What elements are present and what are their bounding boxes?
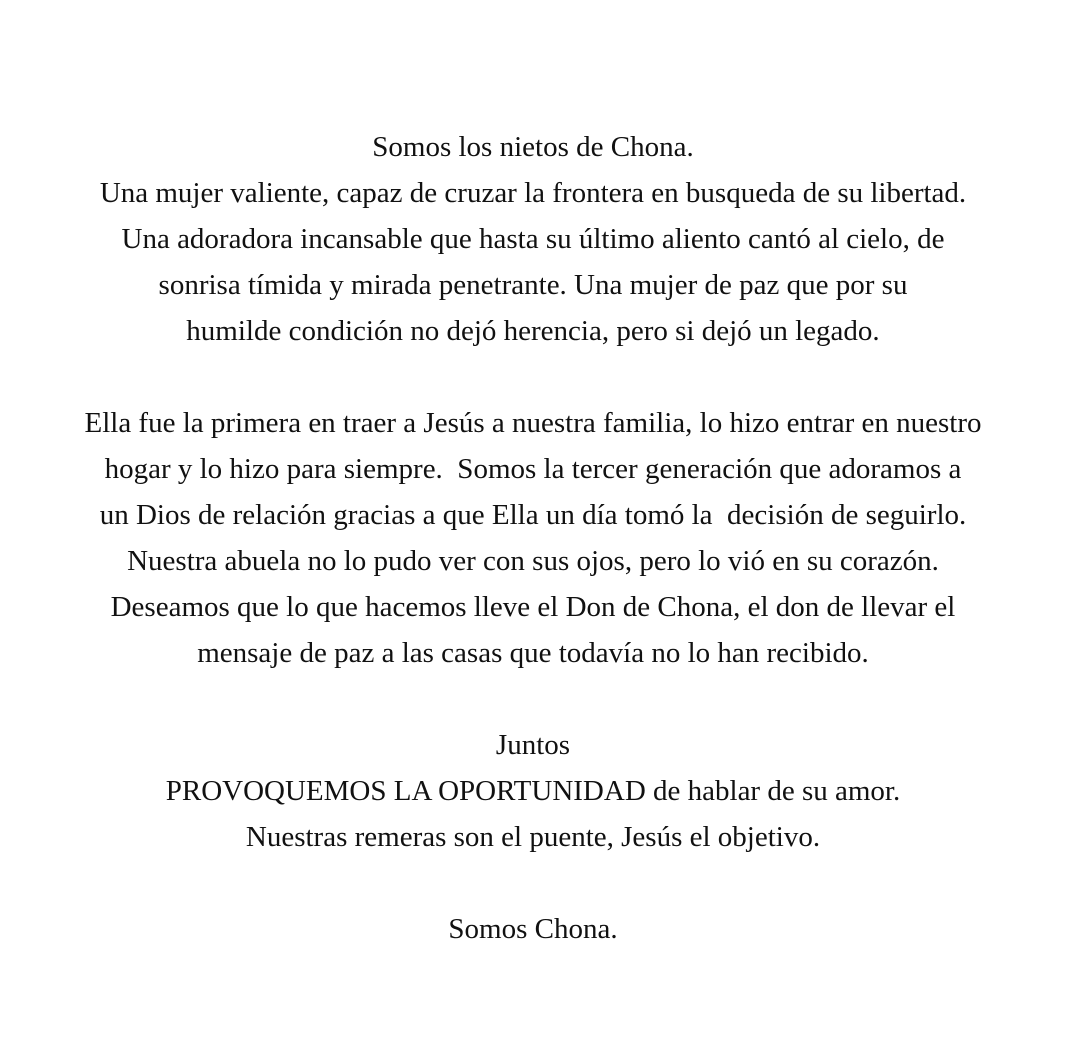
paragraph-spacer (0, 860, 1066, 906)
text-line: hogar y lo hizo para siempre. Somos la tercer generación que adoramos a (104, 453, 962, 485)
text-line: Somos los nietos de Chona. (372, 131, 694, 163)
text-line: PROVOQUEMOS LA OPORTUNIDAD de hablar de su amor. (165, 775, 901, 807)
text-line: Una mujer valiente, capaz de cruzar la frontera en busqueda de su libertad. (99, 177, 967, 209)
text-line: Una adoradora incansable que hasta su último aliento cantó al cielo, de (121, 223, 945, 255)
text-line: sonrisa tímida y mirada penetrante. Una mujer de paz que por su (158, 269, 908, 301)
text-line: Ella fue la primera en traer a Jesús a nuestra familia, lo hizo entrar en nuestro (84, 407, 982, 439)
text-line: mensaje de paz a las casas que todavía no lo han recibido. (197, 637, 869, 669)
closing-line: Somos Chona. (448, 913, 618, 945)
paragraph-story (0, 400, 1066, 676)
paragraph-mission (0, 722, 1066, 860)
text-line: Nuestras remeras son el puente, Jesús el objetivo. (245, 821, 821, 853)
paragraph-spacer (0, 676, 1066, 722)
text-line: un Dios de relación gracias a que Ella un día tomó la decisión de seguirlo. (99, 499, 967, 531)
paragraph-spacer (0, 354, 1066, 400)
paragraph-intro (0, 124, 1066, 354)
text-line: humilde condición no dejó herencia, pero si dejó un legado. (186, 315, 880, 347)
manifesto-text (0, 124, 1066, 952)
text-line: Deseamos que lo que hacemos lleve el Don de Chona, el don de llevar el (110, 591, 956, 623)
text-line: Nuestra abuela no lo pudo ver con sus ojos, pero lo vió en su corazón. (127, 545, 939, 577)
text-line: Juntos (495, 729, 571, 761)
